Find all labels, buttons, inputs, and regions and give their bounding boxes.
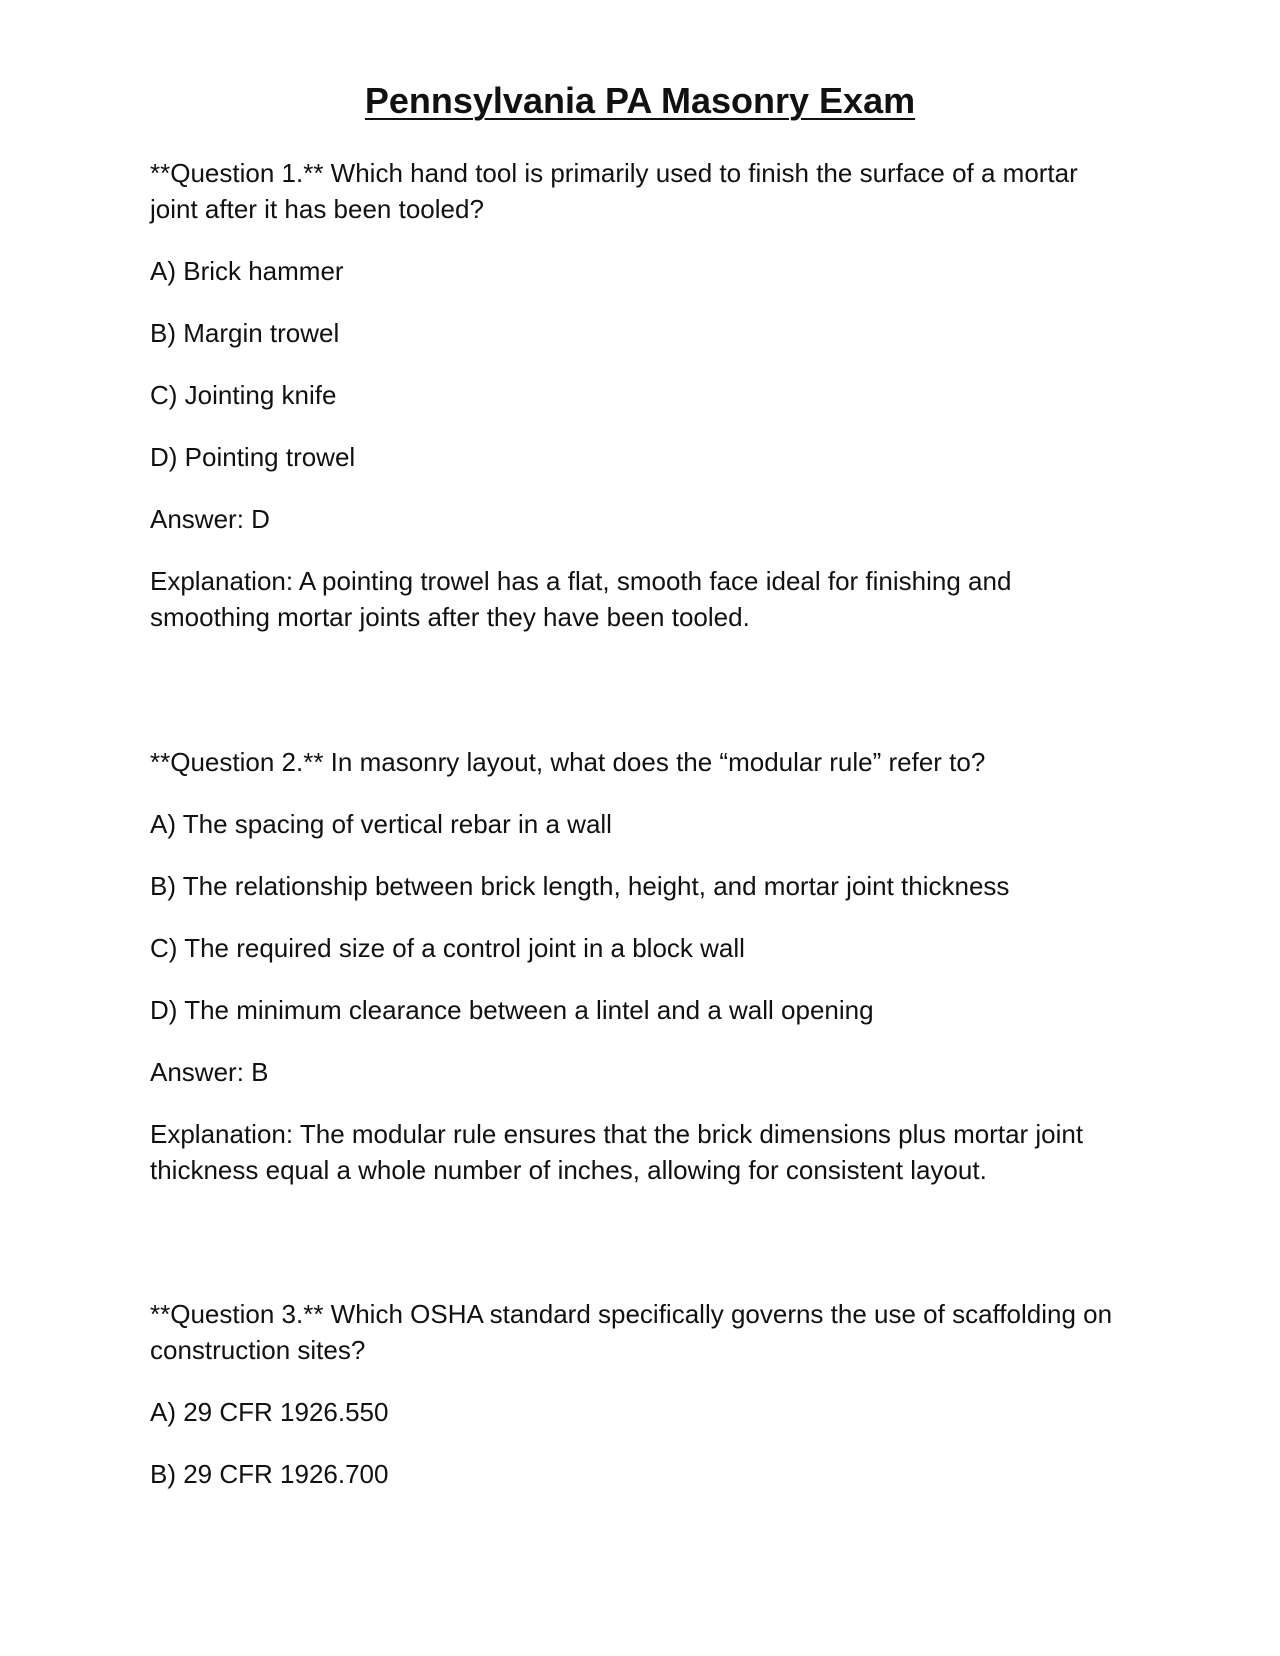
- answer-text: Answer: B: [150, 1057, 269, 1087]
- option-c: C) The required size of a control joint in a block wall: [150, 933, 745, 963]
- explanation-text: Explanation: The modular rule ensures that the brick dimensions plus mortar joint thickness equal a whole number of inches, allowing for consistent layout.: [150, 1119, 1084, 1185]
- option-b: B) The relationship between brick length, height, and mortar joint thickness: [150, 871, 1010, 901]
- answer-text: Answer: D: [150, 504, 270, 534]
- page-title-text: Pennsylvania PA Masonry Exam: [364, 80, 916, 121]
- question-block-1: [150, 155, 1130, 635]
- question-text: **Question 1.** Which hand tool is primarily used to finish the surface of a mortar joint after it has been tooled?: [150, 158, 1078, 224]
- question-block-3: [150, 1296, 1130, 1492]
- question-text: **Question 3.** Which OSHA standard specifically governs the use of scaffolding on construction sites?: [150, 1299, 1113, 1365]
- option-d: D) The minimum clearance between a lintel and a wall opening: [150, 995, 874, 1025]
- explanation-text: Explanation: A pointing trowel has a flat, smooth face ideal for finishing and smoothing mortar joints after they have been tooled.: [150, 566, 1012, 632]
- option-a: A) Brick hammer: [150, 256, 344, 286]
- option-d: D) Pointing trowel: [150, 442, 356, 472]
- option-a: A) 29 CFR 1926.550: [150, 1397, 389, 1427]
- option-b: B) 29 CFR 1926.700: [150, 1459, 389, 1489]
- page-title: [150, 78, 1130, 124]
- option-a: A) The spacing of vertical rebar in a wall: [150, 809, 612, 839]
- question-block-2: [150, 744, 1130, 1188]
- option-b: B) Margin trowel: [150, 318, 340, 348]
- question-text: **Question 2.** In masonry layout, what does the “modular rule” refer to?: [150, 747, 986, 777]
- option-c: C) Jointing knife: [150, 380, 337, 410]
